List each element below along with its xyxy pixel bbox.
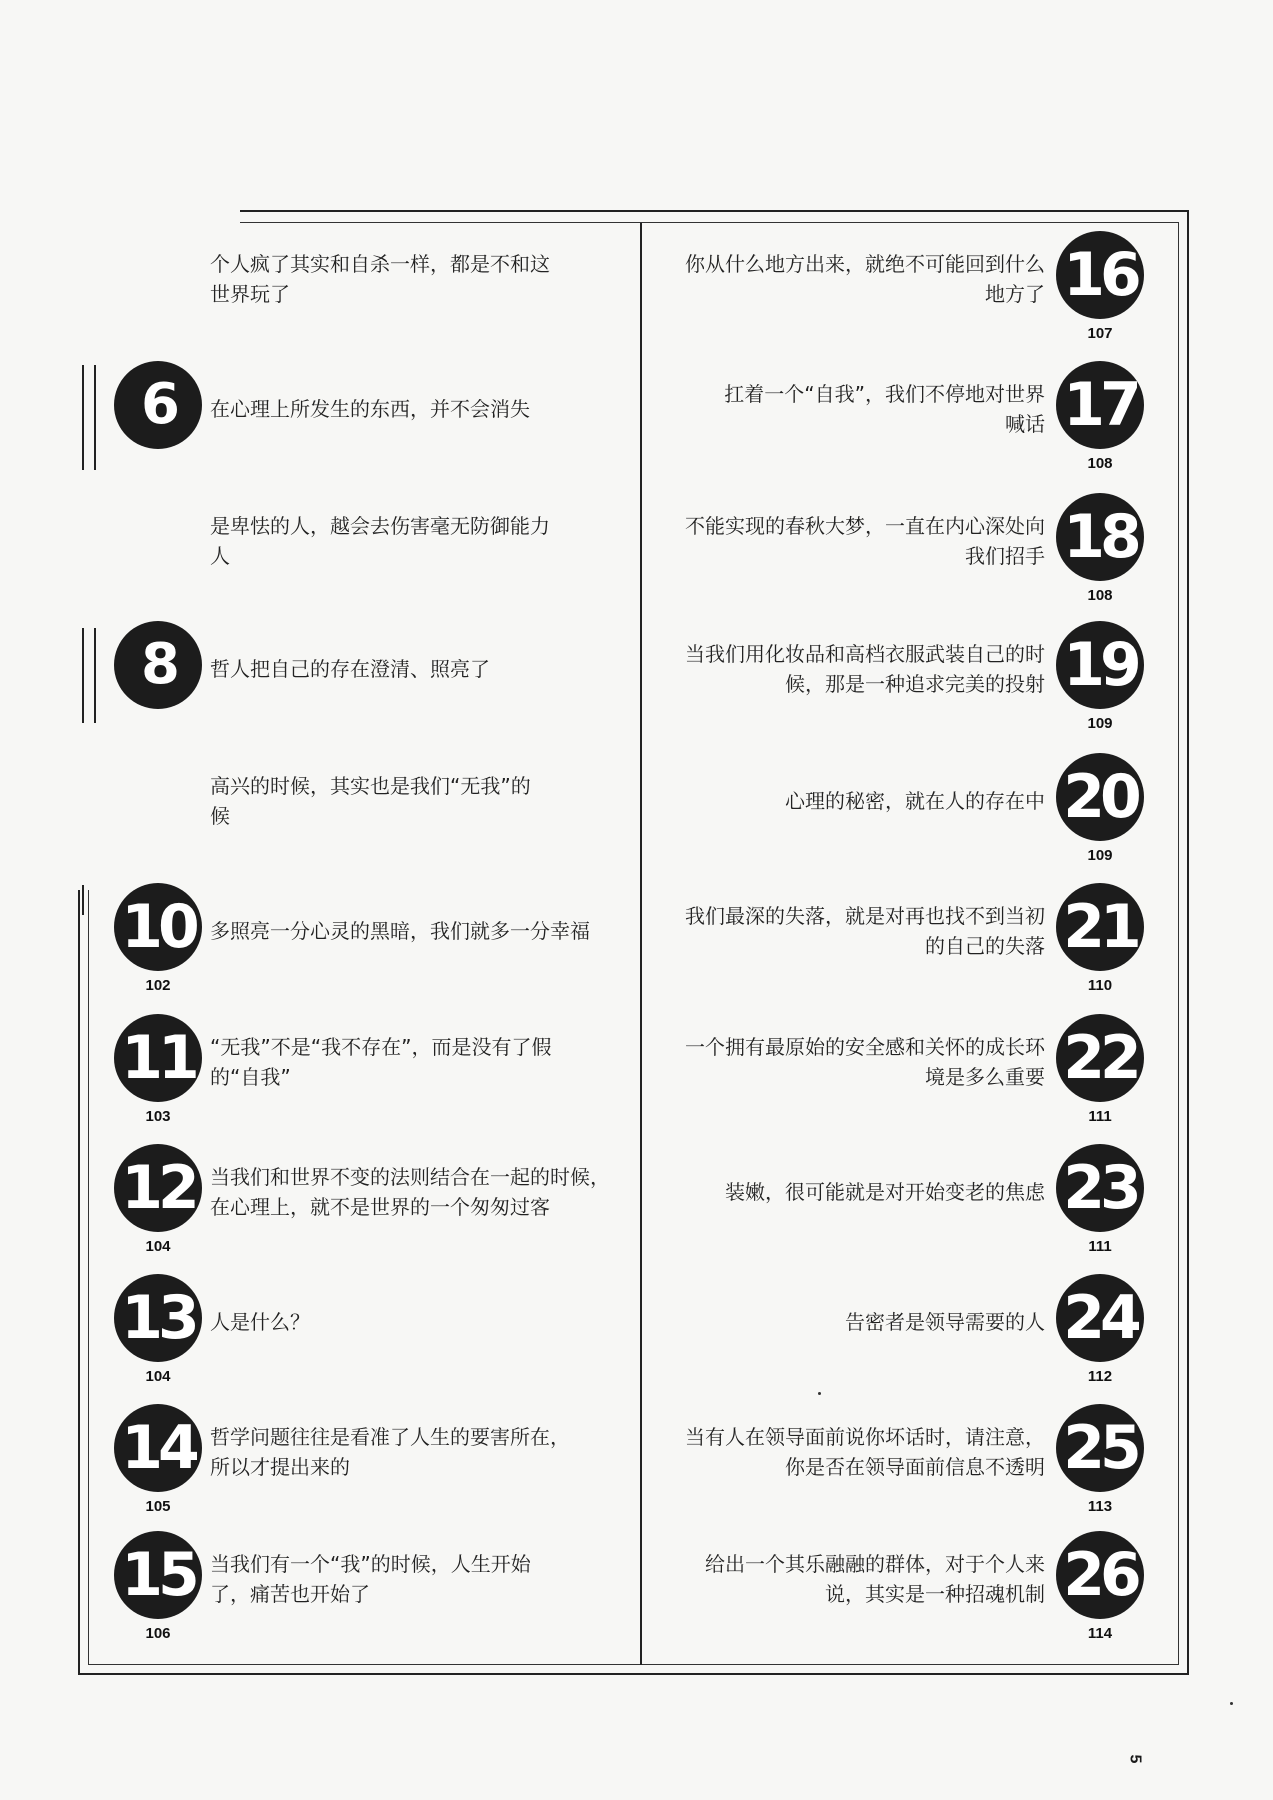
- page-reference: 109: [1087, 715, 1113, 732]
- quote-text: 一个拥有最原始的安全感和关怀的成长环 境是多么重要: [685, 1035, 1045, 1089]
- quote-text: 扛着一个“自我”，我们不停地对世界 喊话: [724, 382, 1045, 436]
- page-reference: 103: [145, 1108, 171, 1125]
- quote-text: 多照亮一分心灵的黑暗，我们就多一分幸福: [210, 919, 590, 943]
- quote-text: 当有人在领导面前说你坏话时，请注意， 你是否在领导面前信息不透明: [685, 1425, 1045, 1479]
- quote-text: 你从什么地方出来，就绝不可能回到什么 地方了: [685, 252, 1045, 306]
- number-badge: 25: [1056, 1404, 1144, 1492]
- page-reference: 106: [145, 1625, 171, 1642]
- number-badge: 24: [1056, 1274, 1144, 1362]
- scan-edge-bar: [82, 365, 84, 470]
- number-badge: 20: [1056, 753, 1144, 841]
- quote-text: 当我们和世界不变的法则结合在一起的时候， 在心理上，就不是世界的一个匆匆过客: [210, 1165, 610, 1219]
- scan-edge-bar: [82, 628, 84, 723]
- page-number: 5: [1126, 1754, 1144, 1764]
- scan-edge-bar: [94, 628, 96, 723]
- quote-text: 高兴的时候，其实也是我们“无我”的 候: [210, 774, 531, 828]
- quote-text: 装嫩，很可能就是对开始变老的焦虑: [725, 1180, 1045, 1204]
- page-reference: 107: [1087, 325, 1113, 342]
- number-badge: 26: [1056, 1531, 1144, 1619]
- page-reference: 104: [145, 1238, 171, 1255]
- column-divider: [640, 223, 642, 1665]
- number-badge: 21: [1056, 883, 1144, 971]
- page-reference: 112: [1087, 1368, 1113, 1385]
- number-badge: 12: [114, 1144, 202, 1232]
- scan-speck: [818, 1392, 821, 1395]
- page-reference: 102: [145, 977, 171, 994]
- quote-text: 心理的秘密，就在人的存在中: [785, 789, 1045, 813]
- quote-text: 给出一个其乐融融的群体，对于个人来 说，其实是一种招魂机制: [705, 1552, 1045, 1606]
- scan-edge-bar: [94, 365, 96, 470]
- number-badge: 17: [1056, 361, 1144, 449]
- number-badge: 6: [114, 361, 202, 449]
- scan-speck: [1230, 1702, 1233, 1705]
- page-reference: 114: [1087, 1625, 1113, 1642]
- quote-text: 是卑怯的人，越会去伤害毫无防御能力 人: [210, 514, 550, 568]
- page-reference: 109: [1087, 847, 1113, 864]
- quote-text: 人是什么？: [210, 1310, 310, 1334]
- page-reference: 110: [1087, 977, 1113, 994]
- number-badge: 23: [1056, 1144, 1144, 1232]
- page-reference: 108: [1087, 455, 1113, 472]
- quote-text: 当我们有一个“我”的时候，人生开始 了，痛苦也开始了: [210, 1552, 531, 1606]
- number-badge: 10: [114, 883, 202, 971]
- number-badge: 15: [114, 1531, 202, 1619]
- number-badge: 19: [1056, 621, 1144, 709]
- page-reference: 104: [145, 1368, 171, 1385]
- scan-edge-bar: [82, 885, 84, 915]
- page-reference: 105: [145, 1498, 171, 1515]
- page-reference: 111: [1088, 1238, 1112, 1255]
- quote-text: 我们最深的失落，就是对再也找不到当初 的自己的失落: [685, 904, 1045, 958]
- number-badge: 18: [1056, 493, 1144, 581]
- quote-text: 当我们用化妆品和高档衣服武装自己的时 候，那是一种追求完美的投射: [685, 642, 1045, 696]
- page-reference: 113: [1087, 1498, 1113, 1515]
- quote-text: 不能实现的春秋大梦，一直在内心深处向 我们招手: [685, 514, 1045, 568]
- page-reference: 108: [1087, 587, 1113, 604]
- quote-text: 哲学问题往往是看准了人生的要害所在， 所以才提出来的: [210, 1425, 570, 1479]
- number-badge: 22: [1056, 1014, 1144, 1102]
- page-reference: 111: [1088, 1108, 1112, 1125]
- number-badge: 11: [114, 1014, 202, 1102]
- number-badge: 13: [114, 1274, 202, 1362]
- quote-text: “无我”不是“我不存在”，而是没有了假 的“自我”: [210, 1035, 552, 1089]
- quote-text: 哲人把自己的存在澄清、照亮了: [210, 657, 490, 681]
- quote-text: 在心理上所发生的东西，并不会消失: [210, 397, 530, 421]
- number-badge: 14: [114, 1404, 202, 1492]
- quote-text: 个人疯了其实和自杀一样，都是不和这 世界玩了: [210, 252, 550, 306]
- number-badge: 8: [114, 621, 202, 709]
- number-badge: 16: [1056, 231, 1144, 319]
- quote-text: 告密者是领导需要的人: [845, 1310, 1045, 1334]
